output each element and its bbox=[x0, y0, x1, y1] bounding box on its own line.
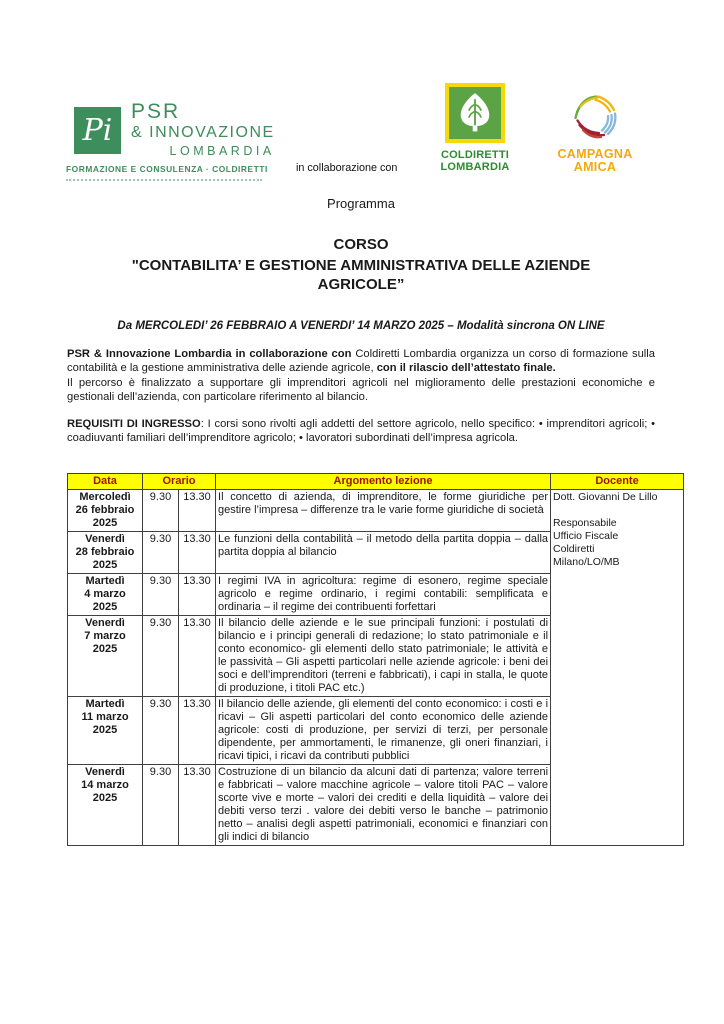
docente-role-line: Coldiretti bbox=[553, 542, 595, 555]
docente-role-line: Milano/LO/MB bbox=[553, 555, 620, 568]
psr-name-line3: LOMBARDIA bbox=[169, 144, 275, 158]
date-cell bbox=[68, 489, 143, 531]
psr-name-line1: PSR bbox=[131, 100, 181, 123]
program-table bbox=[67, 473, 684, 846]
table-header-row bbox=[68, 473, 684, 489]
end-time-cell: 13.30 bbox=[179, 764, 216, 845]
start-time-cell: 9.30 bbox=[143, 764, 179, 845]
programma-heading: Programma bbox=[327, 196, 395, 211]
start-time-cell: 9.30 bbox=[143, 696, 179, 764]
topic-cell: Costruzione di un bilancio da alcuni dati di partenza; valore terreni e fabbricati – valore macchine agricole – valore titoli PAC – valore scorte vive e morte – valori dei crediti e della liquidità – valore dei debiti verso terzi . valore dei debiti verso le banche – patrimonio netto – analisi degli aspetti patrimoniali, economici e finanziari con gli indici di bilancio bbox=[216, 764, 551, 845]
requisiti-paragraph bbox=[67, 417, 655, 446]
row-date: 28 febbraio bbox=[75, 545, 135, 558]
docente-role bbox=[553, 517, 681, 569]
intro-paragraph bbox=[67, 347, 655, 376]
start-time-cell: 9.30 bbox=[143, 615, 179, 696]
row-day: Venerdì bbox=[85, 765, 125, 778]
row-date: 14 marzo bbox=[81, 778, 129, 791]
row-year: 2025 bbox=[92, 516, 118, 529]
date-cell bbox=[68, 573, 143, 615]
date-cell bbox=[68, 764, 143, 845]
psr-mark-text: Pi bbox=[82, 112, 113, 148]
intro-bold-2: con il rilascio dell’attestato finale. bbox=[376, 362, 556, 375]
campagna-text-line1: CAMPAGNA bbox=[557, 147, 633, 161]
topic-cell: Il concetto di azienda, di imprenditore, le forme giuridiche per gestire l’impresa – differenze tra le varie forme giuridiche di società bbox=[216, 489, 551, 531]
end-time-cell: 13.30 bbox=[179, 531, 216, 573]
end-time-cell: 13.30 bbox=[179, 489, 216, 531]
date-cell bbox=[68, 696, 143, 764]
header-orario: Orario bbox=[143, 473, 216, 489]
docente-cell bbox=[551, 489, 684, 845]
topic-cell: Le funzioni della contabilità – il metodo della partita doppia – dalla partita doppia al bilancio bbox=[216, 531, 551, 573]
row-day: Venerdì bbox=[85, 532, 125, 545]
row-year: 2025 bbox=[92, 600, 118, 613]
start-time-cell: 9.30 bbox=[143, 573, 179, 615]
intro-paragraph-2: Il percorso è finalizzato a supportare gli imprenditori agricoli nel miglioramento delle prestazioni economiche e gestionali dell’azienda, con particolare riferimento al bilancio. bbox=[67, 376, 655, 403]
row-day: Martedì bbox=[85, 574, 125, 587]
row-date: 7 marzo bbox=[84, 629, 126, 642]
row-day: Venerdì bbox=[85, 616, 125, 629]
docente-role-line: Responsabile bbox=[553, 516, 617, 529]
row-day: Martedì bbox=[85, 697, 125, 710]
header-docente: Docente bbox=[551, 473, 684, 489]
row-year: 2025 bbox=[92, 642, 118, 655]
table-row bbox=[68, 489, 684, 531]
docente-role-line: Ufficio Fiscale bbox=[553, 529, 619, 542]
topic-cell: Il bilancio delle aziende e le sue principali funzioni: i postulati di bilancio e i principi generali di redazione; lo stato patrimoniale e il conto economico- gli elementi dello stato patrimoniale; le attività e le passività – Gli aspetti particolari nelle aziende agricole: i beni dei soci e dell’imprenditori (terreni e fabbricati), i capi in stalla, le quote di produzione, i titoli PAC etc.) bbox=[216, 615, 551, 696]
end-time-cell: 13.30 bbox=[179, 615, 216, 696]
row-year: 2025 bbox=[92, 791, 118, 804]
intro-bold-1: PSR & Innovazione Lombardia in collaborazione con bbox=[67, 348, 356, 360]
schedule-line: Da MERCOLEDI’ 26 FEBBRAIO A VENERDI’ 14 MARZO 2025 – Modalità sincrona ON LINE bbox=[117, 320, 605, 332]
date-cell bbox=[68, 615, 143, 696]
intro-regular-1: Coldiretti Lombardia organizza un corso di formazione sulla contabilità e la gestione amministrativa delle aziende agricole, bbox=[67, 348, 655, 375]
header-argomento: Argomento lezione bbox=[216, 473, 551, 489]
end-time-cell: 13.30 bbox=[179, 573, 216, 615]
collaboration-text: in collaborazione con bbox=[296, 162, 398, 174]
requisiti-label: REQUISITI DI INGRESSO bbox=[67, 418, 201, 431]
row-date: 11 marzo bbox=[81, 710, 129, 723]
requisiti-text: : I corsi sono rivolti agli addetti del settore agricolo, nello specifico: • imprenditori agricoli; • coadiuvanti familiari dell’imprenditore agricolo; • lavoratori subordinati dell’impresa agricola. bbox=[67, 418, 655, 445]
end-time-cell: 13.30 bbox=[179, 696, 216, 764]
coldiretti-text-line1: COLDIRETTI bbox=[441, 149, 509, 161]
psr-name-line2: & INNOVAZIONE bbox=[131, 124, 275, 141]
course-title-line1: "CONTABILITA’ E GESTIONE AMMINISTRATIVA DELLE AZIENDE bbox=[131, 257, 591, 274]
topic-cell: I regimi IVA in agricoltura: regime di esonero, regime speciale agricolo e regime ordinario, i regimi contabili: semplificata e ordinaria – il regime dei contribuenti forfettari bbox=[216, 573, 551, 615]
row-date: 4 marzo bbox=[84, 587, 126, 600]
row-day: Mercoledì bbox=[79, 490, 131, 503]
docente-name: Dott. Giovanni De Lillo bbox=[553, 490, 658, 503]
corso-heading: CORSO bbox=[333, 236, 389, 253]
start-time-cell: 9.30 bbox=[143, 489, 179, 531]
row-year: 2025 bbox=[92, 723, 118, 736]
row-year: 2025 bbox=[92, 558, 118, 571]
row-date: 26 febbraio bbox=[75, 503, 135, 516]
date-cell bbox=[68, 531, 143, 573]
start-time-cell: 9.30 bbox=[143, 531, 179, 573]
course-title-line2: AGRICOLE” bbox=[317, 276, 405, 293]
psr-tagline: FORMAZIONE E CONSULENZA · COLDIRETTI bbox=[66, 164, 268, 174]
course-title bbox=[67, 256, 655, 294]
coldiretti-text-line2: LOMBARDIA bbox=[440, 160, 510, 173]
header-data: Data bbox=[68, 473, 143, 489]
topic-cell: Il bilancio delle aziende, gli elementi del conto economico: i costi e i ricavi – Gli aspetti particolari del conto economico delle aziende agricole: costi di produzione, per servizi di terzi, per personale dipendente, per ammortamenti, le rimanenze, gli oneri finanziari, i ricavi tipici, i ricavi da contributi pubblici bbox=[216, 696, 551, 764]
document-body bbox=[67, 0, 658, 846]
campagna-text-line2: AMICA bbox=[573, 160, 617, 174]
